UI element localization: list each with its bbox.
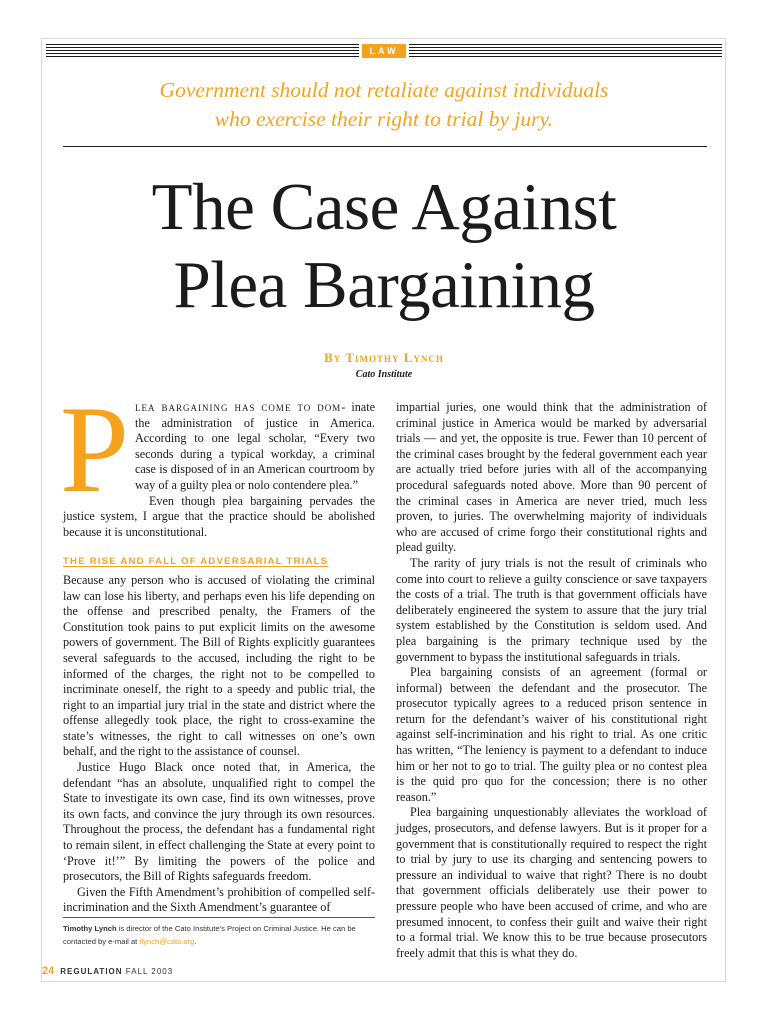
author-footnote bbox=[63, 922, 375, 948]
article-headline bbox=[40, 168, 728, 324]
magazine-name: REGULATION bbox=[60, 967, 123, 976]
footnote-text-end: . bbox=[194, 937, 197, 946]
footnote-text: is director of the Cato Institute’s Project on Criminal Justice. He can be contacted by e-mail at bbox=[63, 924, 356, 946]
lead-text: inate the administration of justice in America. According to one legal scholar, “Every two seconds during a typical workday, a criminal case is disposed of in an American courtroom by way of a guilty plea or nolo contendere plea.” bbox=[134, 400, 375, 492]
body-paragraph: Plea bargaining consists of an agreement (formal or informal) between the defendant and the prosecutor. The prosecutor typically agrees to a reduced prison sentence in return for the defendant’s waiver of his constitutional right against self-incrimination and his right to trial. As one critic has written, “The leniency is payment to a defendant to induce him or her not to go to trial. The guilty plea or no contest plea is the quid pro quo for the concession; there is no other reason.” bbox=[396, 665, 707, 804]
page-number: 24 bbox=[42, 965, 55, 977]
body-paragraph: Justice Hugo Black once noted that, in America, the defendant “has an absolute, unqualified right to compel the State to investigate its own case, find its own witnesses, prove its own facts, and convince the jury through its own resources. Throughout the process, the defendant has a fundamental right to remain silent, in effect challenging the State at every point to ‘Prove it!’” By limiting the powers of the police and prosecutors, the Bill of Rights safeguards freedom. bbox=[63, 760, 375, 884]
deck-line-1: Government should not retaliate against individuals bbox=[159, 78, 609, 102]
header-stripes-left bbox=[46, 44, 359, 58]
body-column-left bbox=[60, 381, 375, 916]
deck-rule bbox=[63, 146, 707, 147]
body-paragraph: Even though plea bargaining pervades the justice system, I argue that the practice should be abolished because it is unconstitutional. bbox=[63, 493, 375, 539]
body-paragraph: Because any person who is accused of violating the criminal law can lose his liberty, and perhaps even his life depending on the offense and prescribed penalty, the Framers of the Constitution took pains to put explicit limits on the awesome powers of government. The Bill of Rights explicitly guarantees several safeguards to the accused, including the right to be informed of the charges, the right not to be compelled to incriminate oneself, the right to a speedy and public trial, the right to an impartial jury trial in the state and district where the offense allegedly took place, the right to cross-examine the state’s witnesses, the right to call witnesses on one’s own behalf, and the right to the assistance of counsel. bbox=[63, 572, 375, 759]
headline-line-2: Plea Bargaining bbox=[173, 248, 595, 322]
section-tag: LAW bbox=[362, 44, 406, 58]
footnote-rule bbox=[63, 917, 375, 918]
body-paragraph: The rarity of jury trials is not the result of criminals who come into court to relieve a guilty conscience or save taxpayers the costs of a trial. The truth is that government officials have deliberately engineered the system to assure that the jury trial system established by the Constitution is seldom used. And plea bargaining is the primary technique used by the government to bypass the institutional safeguards in trials. bbox=[396, 555, 707, 664]
body-paragraph: Given the Fifth Amendment’s prohibition of compelled self-incrimination and the Sixth Amendment’s guarantee of bbox=[63, 884, 375, 915]
headline-line-1: The Case Against bbox=[151, 170, 617, 244]
issue-date: FALL 2003 bbox=[125, 967, 174, 976]
lead-small-caps: lea bargaining has come to dom- bbox=[134, 400, 347, 414]
page-folio bbox=[42, 965, 173, 977]
body-paragraph: impartial juries, one would think that the administration of criminal justice in America would be marked by adversarial trials — and yet, the opposite is true. Fewer than 10 percent of the criminal cases brought by the federal government each year are actually tried before juries with all of the accompanying procedural safeguards noted above. More than 90 percent of the criminal cases in America are never tried, much less proven, to juries. The overwhelming majority of individuals who are accused of crime forgo their constitutional rights and plead guilty. bbox=[396, 400, 707, 555]
deck-line-2: who exercise their right to trial by jury. bbox=[214, 107, 554, 131]
section-subhead: THE RISE AND FALL OF ADVERSARIAL TRIALS bbox=[63, 556, 329, 568]
body-paragraph: Plea bargaining unquestionably alleviates the workload of judges, prosecutors, and defense lawyers. But is it proper for a government that is constitutionally required to respect the right to trial by jury to use its charging and sentencing powers to pressure an individual to waive that right? There is no doubt that government officials deliberately use their power to pressure people who have been accused of crime, and who are presumed innocent, to confess their guilt and waive their right to a formal trial. We know this to be true because prosecutors freely admit that this is what they do. bbox=[396, 805, 707, 960]
body-column-right bbox=[396, 400, 707, 961]
author-email-link[interactable]: tlynch@cato.org bbox=[139, 937, 195, 946]
byline: By Timothy Lynch bbox=[324, 350, 444, 365]
article-deck bbox=[60, 76, 708, 134]
header-stripes-right bbox=[409, 44, 722, 58]
footnote-author-name: Timothy Lynch bbox=[63, 924, 117, 933]
drop-cap: P bbox=[60, 381, 129, 518]
author-affiliation: Cato Institute bbox=[355, 369, 413, 380]
